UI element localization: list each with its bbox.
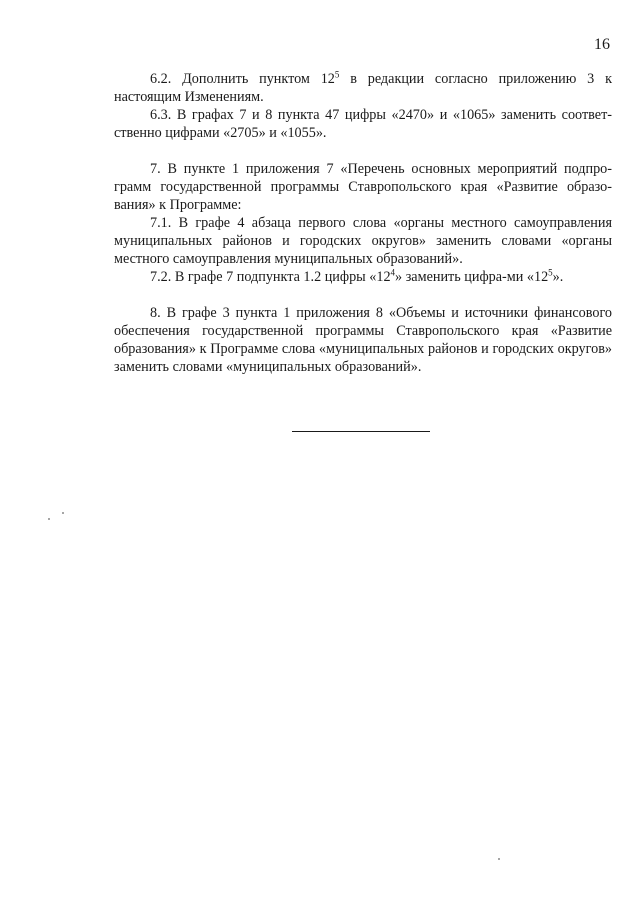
paragraph-7-1: 7.1. В графе 4 абзаца первого слова «органы местного самоуправления муниципальных районов и городских округов» заменить словами «органы местного самоуправления муниципальных образований». — [114, 215, 612, 267]
paragraph-6-2-superscript: 5 — [334, 69, 340, 80]
paragraph-6-2-text-end: в редакции согласно приложению 3 к настоящим Изменениям. — [114, 71, 612, 105]
paragraph-6-3: 6.3. В графах 7 и 8 пункта 47 цифры «2470» и «1065» заменить соответ-ственно цифрами «2705» и «1055». — [114, 107, 612, 141]
paragraph-7-2-text-middle: » заменить цифра-ми «12 — [395, 269, 549, 285]
paragraph-8: 8. В графе 3 пункта 1 приложения 8 «Объемы и источники финансового обеспечения государственной программы Ставропольского края «Развитие образования» к Программе слова «муниципальных районов и городских округов» заменить словами «муниципальных образований». — [114, 305, 612, 375]
paragraph-7: 7. В пункте 1 приложения 7 «Перечень основных мероприятий подпро-грамм государственной программы Ставропольского края «Развитие образо-вания» к Программе: — [114, 161, 612, 213]
paragraph-7-2-superscript-2: 5 — [548, 267, 553, 278]
paragraph-7-2-superscript-1: 4 — [390, 267, 396, 278]
paragraph-spacer — [114, 142, 612, 160]
scan-speck — [48, 518, 50, 520]
paragraph-7-2 — [114, 268, 612, 286]
scan-speck — [498, 858, 500, 860]
scan-speck — [62, 512, 64, 514]
paragraph-7-2-text-start: 7.2. В графе 7 подпункта 1.2 цифры «12 — [150, 269, 391, 285]
paragraph-6-2 — [114, 70, 612, 106]
page-number: 16 — [594, 36, 610, 53]
closing-rule — [292, 431, 430, 432]
paragraph-6-2-text-start: 6.2. Дополнить пунктом 12 — [150, 71, 335, 87]
paragraph-7-2-text-end: ». — [552, 269, 564, 285]
document-body — [114, 70, 612, 376]
paragraph-spacer — [114, 286, 612, 304]
